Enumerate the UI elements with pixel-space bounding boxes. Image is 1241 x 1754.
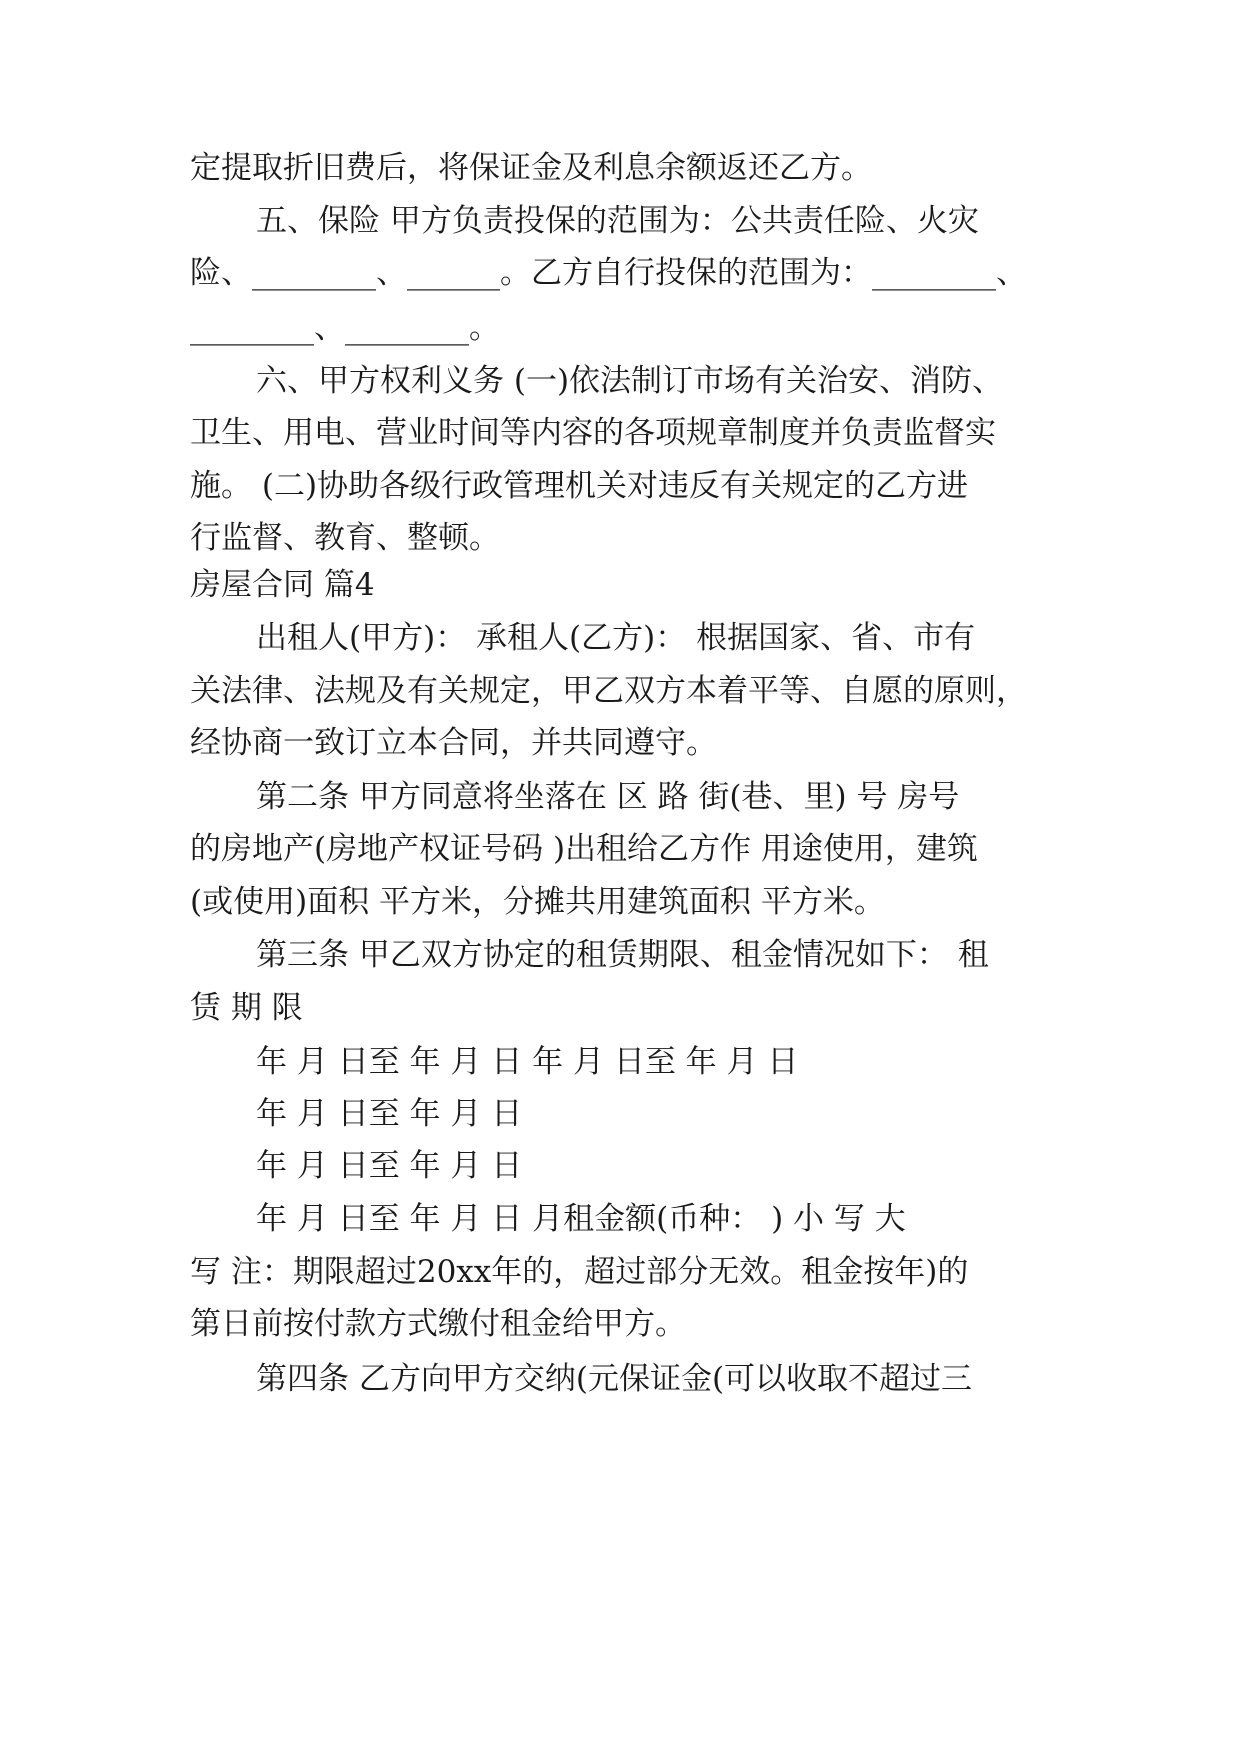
text-line: 第二条 甲方同意将坐落在 区 路 街(巷、里) 号 房号: [256, 779, 960, 815]
text-line: 关法律、法规及有关规定，甲乙双方本着平等、自愿的原则，: [190, 673, 1027, 709]
text-line: 施。 (二)协助各级行政管理机关对违反有关规定的乙方进: [190, 468, 969, 504]
text-line: 赁 期 限: [190, 990, 303, 1026]
text-line: 的房地产(房地产权证号码 )出租给乙方作 用途使用，建筑: [190, 831, 978, 867]
text-line: 写 注：期限超过20xx年的，超过部分无效。租金按年)的: [190, 1254, 969, 1290]
section-heading: 房屋合同 篇4: [190, 567, 375, 603]
text-line: 经协商一致订立本合同，并共同遵守。: [190, 725, 717, 761]
text-line: 年 月 日至 年 月 日 年 月 日至 年 月 日: [256, 1044, 799, 1080]
text-line: 出租人(甲方)： 承租人(乙方)： 根据国家、省、市有: [256, 620, 976, 656]
text-line: 六、甲方权利义务 (一)依法制订市场有关治安、消防、: [256, 363, 1004, 399]
text-line: 第日前按付款方式缴付租金给甲方。: [190, 1306, 686, 1342]
text-line: 卫生、用电、营业时间等内容的各项规章制度并负责监督实: [190, 415, 996, 451]
text-line: ________、________。: [190, 310, 500, 346]
text-line: 年 月 日至 年 月 日: [256, 1096, 523, 1132]
text-line: 第四条 乙方向甲方交纳(元保证金(可以收取不超过三: [256, 1361, 973, 1397]
text-line: 险、________、______。乙方自行投保的范围为：________、: [190, 255, 1027, 291]
text-line: 年 月 日至 年 月 日 月租金额(币种： ) 小 写 大: [256, 1201, 906, 1237]
text-line: 第三条 甲乙双方协定的租赁期限、租金情况如下： 租: [256, 937, 989, 973]
text-line: 五、保险 甲方负责投保的范围为：公共责任险、火灾: [256, 203, 979, 239]
text-line: (或使用)面积 平方米，分摊共用建筑面积 平方米。: [190, 884, 885, 920]
text-line: 定提取折旧费后，将保证金及利息余额返还乙方。: [190, 150, 872, 186]
text-line: 年 月 日至 年 月 日: [256, 1148, 523, 1184]
text-line: 行监督、教育、整顿。: [190, 520, 500, 556]
